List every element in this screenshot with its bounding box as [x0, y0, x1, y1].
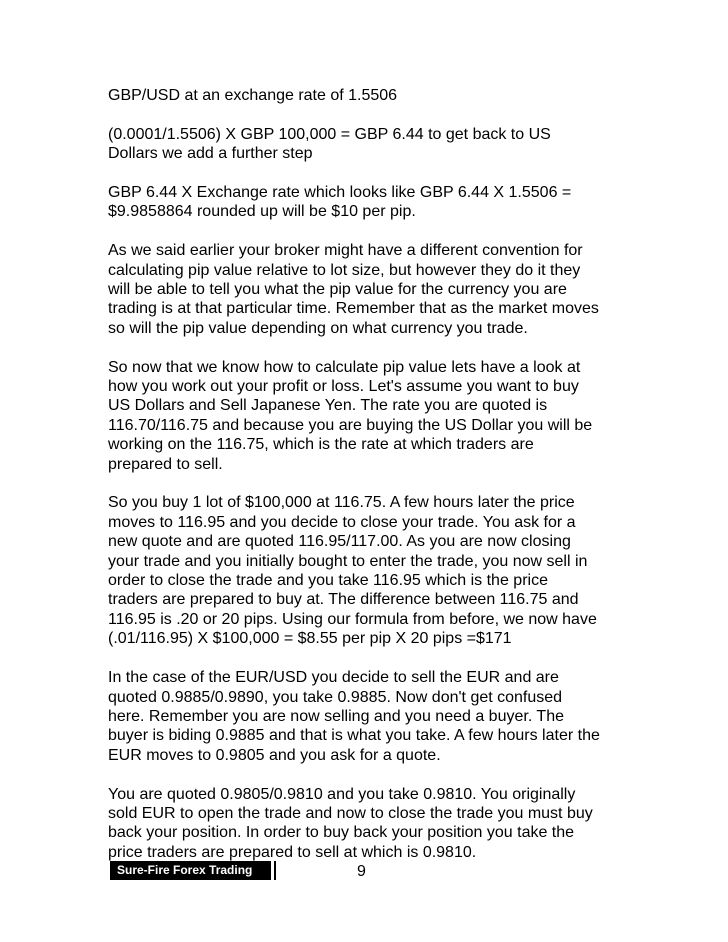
paragraph: As we said earlier your broker might have a different convention for calculating pip value relative to lot size, but however they do it they will be able to tell you what the pip value for the currency you are trading is at that particular time. Remember that as the market moves so will the pip value depending on what currency you trade. [108, 242, 599, 337]
footer-title-badge: Sure-Fire Forex Trading [110, 861, 274, 880]
body-text [108, 86, 633, 882]
paragraph: So now that we know how to calculate pip value lets have a look at how you work out your profit or loss. Let's assume you want to buy US Dollars and Sell Japanese Yen. The rate you are quoted is 116.70/116.75 and because you are buying the US Dollar you will be working on the 116.75, which is the rate at which traders are prepared to sell. [108, 358, 593, 473]
paragraph: (0.0001/1.5506) X GBP 100,000 = GBP 6.44 to get back to US Dollars we add a further step [108, 125, 551, 163]
paragraph: In the case of the EUR/USD you decide to sell the EUR and are quoted 0.9885/0.9890, you take 0.9885. Now don't get confused here. Remember you are now selling and you need a buyer. The buyer is biding 0.9885 and that is what you take. A few hours later the EUR moves to 0.9805 and you ask for a quote. [108, 669, 600, 764]
page-number: 9 [357, 863, 366, 880]
paragraph: GBP/USD at an exchange rate of 1.5506 [108, 87, 398, 104]
paragraph: So you buy 1 lot of $100,000 at 116.75. A few hours later the price moves to 116.95 and you decide to close your trade. You ask for a new quote and are quoted 116.95/117.00. As you are now closing your trade and you initially bought to enter the trade, you now sell in order to close the trade and you take 116.95 which is the price traders are prepared to buy at. The difference between 116.75 and 116.95 is .20 or 20 pips. Using our formula from before, we now have (.01/116.95) X $100,000 = $8.55 per pip X 20 pips =$171 [108, 494, 597, 648]
paragraph: GBP 6.44 X Exchange rate which looks like GBP 6.44 X 1.5506 = $9.9858864 rounded up will be $10 per pip. [108, 184, 572, 221]
paragraph: You are quoted 0.9805/0.9810 and you take 0.9810. You originally sold EUR to open the trade and now to close the trade you must buy back your position. In order to buy back your position you take the price traders are prepared to sell at which is 0.9810. [108, 785, 593, 861]
